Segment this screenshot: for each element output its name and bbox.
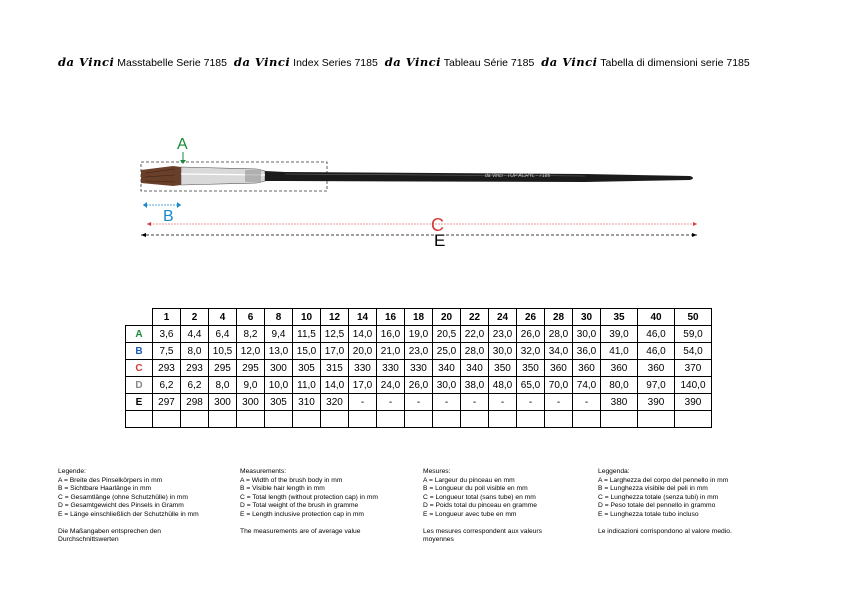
legend-line: B = Visible hair length in mm [240,485,325,493]
size-header-cell: 16 [377,309,405,326]
table-cell: 22,0 [461,326,489,343]
table-cell: 46,0 [638,343,675,360]
legend-note: The measurements are of average value [240,527,361,535]
table-cell: 295 [237,360,265,377]
table-cell: - [405,394,433,411]
table-cell: 11,0 [293,377,321,394]
table-cell [405,411,433,428]
table-cell: 70,0 [545,377,573,394]
table-cell: 12,5 [321,326,349,343]
table-cell: 330 [377,360,405,377]
legend-en [240,468,410,536]
size-table [125,308,712,428]
size-header-cell: 12 [321,309,349,326]
table-cell: 6,2 [181,377,209,394]
table-cell: 74,0 [573,377,601,394]
legend-line: B = Longueur du poil visible en mm [423,485,528,493]
size-header-row [126,309,712,326]
legend-note: Durchschnittswerten [58,536,119,544]
table-row [126,377,712,394]
legend-line: C = Longueur total (sans tube) en mm [423,493,536,501]
row-label: C [126,360,153,377]
legend-note: Die Maßangaben entsprechen den [58,527,161,535]
table-cell: 330 [349,360,377,377]
table-cell: 360 [573,360,601,377]
table-cell: 24,0 [377,377,405,394]
table-cell [638,411,675,428]
legend-line: C = Total length (without protection cap) in mm [240,493,378,501]
legend-line: D = Total weight of the brush in gramme [240,502,359,510]
brand-logo: da Vinci [58,55,115,69]
legend-heading: Mesures: [423,468,451,475]
brand-logo: da Vinci [384,55,442,69]
table-cell [293,411,321,428]
label-a: A [177,136,188,153]
table-cell: 97,0 [638,377,675,394]
size-header-cell: 28 [545,309,573,326]
table-cell: 350 [489,360,517,377]
dimension-e [141,231,697,250]
table-row [126,343,712,360]
row-label: A [126,326,153,343]
table-cell: 320 [321,394,349,411]
legend-line: D = Gesamtgewicht des Pinsels in Gramm [58,502,184,510]
legend-line: E = Longueur avec tube en mm [423,510,517,518]
table-cell: 46,0 [638,326,675,343]
table-cell [573,411,601,428]
label-b: B [163,208,174,225]
size-header-cell: 40 [638,309,675,326]
table-cell: 59,0 [675,326,712,343]
legend-line: E = Länge einschließlich der Schutzhülle in mm [58,510,199,518]
table-cell [181,411,209,428]
table-cell: 16,0 [377,326,405,343]
table-cell: - [489,394,517,411]
table-cell: 295 [209,360,237,377]
table-cell: 8,0 [209,377,237,394]
table-cell: 14,0 [349,326,377,343]
size-header-cell: 22 [461,309,489,326]
table-cell: 36,0 [573,343,601,360]
size-header-cell: 20 [433,309,461,326]
table-cell: 300 [209,394,237,411]
table-cell: 13,0 [265,343,293,360]
legend-line: A = Breite des Pinselkörpers in mm [58,476,163,484]
table-cell [126,411,153,428]
table-cell: 3,6 [153,326,181,343]
legend-fr [423,468,593,545]
table-cell: 54,0 [675,343,712,360]
brand-logo: da Vinci [233,55,291,69]
table-cell: 20,0 [349,343,377,360]
brush-handle [265,171,693,182]
legend-line: E = Length inclusive protection cap in mm [240,510,364,518]
table-cell [675,411,712,428]
table-cell: 80,0 [601,377,638,394]
row-label: E [126,394,153,411]
page-title [58,55,754,69]
legend-line: A = Larghezza del corpo del pennello in mm [598,476,729,484]
table-cell [601,411,638,428]
label-c: C [431,215,444,235]
table-cell: 293 [153,360,181,377]
table-cell: 15,0 [293,343,321,360]
size-header-cell: 6 [237,309,265,326]
legend-heading: Measurements: [240,468,287,475]
row-label: D [126,377,153,394]
table-cell [433,411,461,428]
legend-line: D = Poids total du pinceau en gramme [423,502,537,510]
size-header-cell: 4 [209,309,237,326]
dimension-b [143,202,181,225]
title-en: Index Series 7185 [293,57,378,69]
table-cell: 28,0 [545,326,573,343]
table-cell: 298 [181,394,209,411]
table-cell: 350 [517,360,545,377]
label-e: E [434,231,446,250]
size-header-cell: 24 [489,309,517,326]
table-cell: 9,4 [265,326,293,343]
dimension-c [147,215,697,235]
table-row [126,394,712,411]
size-header-cell: 14 [349,309,377,326]
table-cell: 65,0 [517,377,545,394]
legend-de [58,468,228,545]
legend-note: moyennes [423,536,454,544]
size-header-cell: 18 [405,309,433,326]
header-corner [126,309,153,326]
legend-line: A = Largeur du pinceau en mm [423,476,515,484]
table-cell: 41,0 [601,343,638,360]
title-fr: Tableau Série 7185 [443,57,535,69]
table-cell: 300 [265,360,293,377]
table-cell [237,411,265,428]
size-header-cell: 1 [153,309,181,326]
table-cell: - [433,394,461,411]
table-cell: - [377,394,405,411]
legend-note: Le indicazioni corrispondono al valore medio. [598,527,732,535]
table-cell: 32,0 [517,343,545,360]
legend-line: C = Lunghezza totale (senza tubi) in mm [598,493,719,501]
table-cell: 17,0 [349,377,377,394]
table-cell [349,411,377,428]
table-cell [321,411,349,428]
legend-heading: Legende: [58,468,86,475]
table-cell: 10,0 [265,377,293,394]
table-cell: 140,0 [675,377,712,394]
table-cell: 360 [545,360,573,377]
table-cell: 20,5 [433,326,461,343]
legend-line: D = Peso totale del pennello in grammo [598,502,716,510]
table-cell: 310 [293,394,321,411]
table-cell: 6,4 [209,326,237,343]
table-cell: 30,0 [433,377,461,394]
table-row [126,360,712,377]
table-cell: 30,0 [573,326,601,343]
size-header-cell: 8 [265,309,293,326]
table-cell: 340 [433,360,461,377]
table-cell: 8,2 [237,326,265,343]
table-cell: 6,2 [153,377,181,394]
table-cell: 17,0 [321,343,349,360]
size-header-cell: 30 [573,309,601,326]
table-cell: 14,0 [321,377,349,394]
title-it: Tabella di dimensioni serie 7185 [600,57,750,69]
table-cell: - [349,394,377,411]
table-cell: 10,5 [209,343,237,360]
table-cell [489,411,517,428]
table-cell: 390 [638,394,675,411]
size-header-cell: 35 [601,309,638,326]
table-cell: 4,4 [181,326,209,343]
table-cell: 315 [321,360,349,377]
size-header-cell: 2 [181,309,209,326]
table-cell: 390 [675,394,712,411]
brush-diagram [135,125,705,250]
table-cell: 25,0 [433,343,461,360]
table-cell [461,411,489,428]
legend-it [598,468,768,536]
table-cell: 26,0 [517,326,545,343]
table-cell [545,411,573,428]
table-cell: 34,0 [545,343,573,360]
table-cell [153,411,181,428]
size-header-cell: 10 [293,309,321,326]
table-cell: 360 [638,360,675,377]
table-cell: 11,5 [293,326,321,343]
table-cell: 38,0 [461,377,489,394]
table-cell: 21,0 [377,343,405,360]
table-cell: 297 [153,394,181,411]
table-cell: 26,0 [405,377,433,394]
table-row [126,326,712,343]
table-cell: - [517,394,545,411]
empty-row [126,411,712,428]
table-cell [517,411,545,428]
table-cell: 9,0 [237,377,265,394]
table-cell: - [461,394,489,411]
row-label: B [126,343,153,360]
table-cell: 340 [461,360,489,377]
table-cell: 7,5 [153,343,181,360]
table-cell: 30,0 [489,343,517,360]
table-cell: 48,0 [489,377,517,394]
legend-line: E = Lunghezza totale tubo incluso [598,510,699,518]
table-cell: 300 [237,394,265,411]
dimension-a [177,136,188,164]
table-cell: 39,0 [601,326,638,343]
table-cell: 12,0 [237,343,265,360]
table-cell: - [545,394,573,411]
table-cell: 370 [675,360,712,377]
table-cell: 305 [265,394,293,411]
table-cell: 8,0 [181,343,209,360]
table-cell: 305 [293,360,321,377]
table-cell: 293 [181,360,209,377]
table-cell: - [573,394,601,411]
legend-heading: Leggenda: [598,468,630,475]
legend-line: B = Lunghezza visibile del peli in mm [598,485,708,493]
table-cell: 360 [601,360,638,377]
table-cell: 19,0 [405,326,433,343]
svg-text:da Vinci · TOP ACRYL · 7185: da Vinci · TOP ACRYL · 7185 [485,173,551,179]
legend-note: Les mesures correspondent aux valeurs [423,527,542,535]
table-cell: 23,0 [405,343,433,360]
brand-logo: da Vinci [541,55,598,69]
table-cell: 330 [405,360,433,377]
legend-line: C = Gesamtlänge (ohne Schutzhülle) in mm [58,493,188,501]
size-header-cell: 50 [675,309,712,326]
table-cell: 380 [601,394,638,411]
title-de: Masstabelle Serie 7185 [117,57,227,69]
table-cell: 23,0 [489,326,517,343]
legend-line: B = Sichtbare Haarlänge in mm [58,485,152,493]
table-cell [265,411,293,428]
size-header-cell: 26 [517,309,545,326]
table-cell [209,411,237,428]
legend-line: A = Width of the brush body in mm [240,476,343,484]
table-cell [377,411,405,428]
table-cell: 28,0 [461,343,489,360]
